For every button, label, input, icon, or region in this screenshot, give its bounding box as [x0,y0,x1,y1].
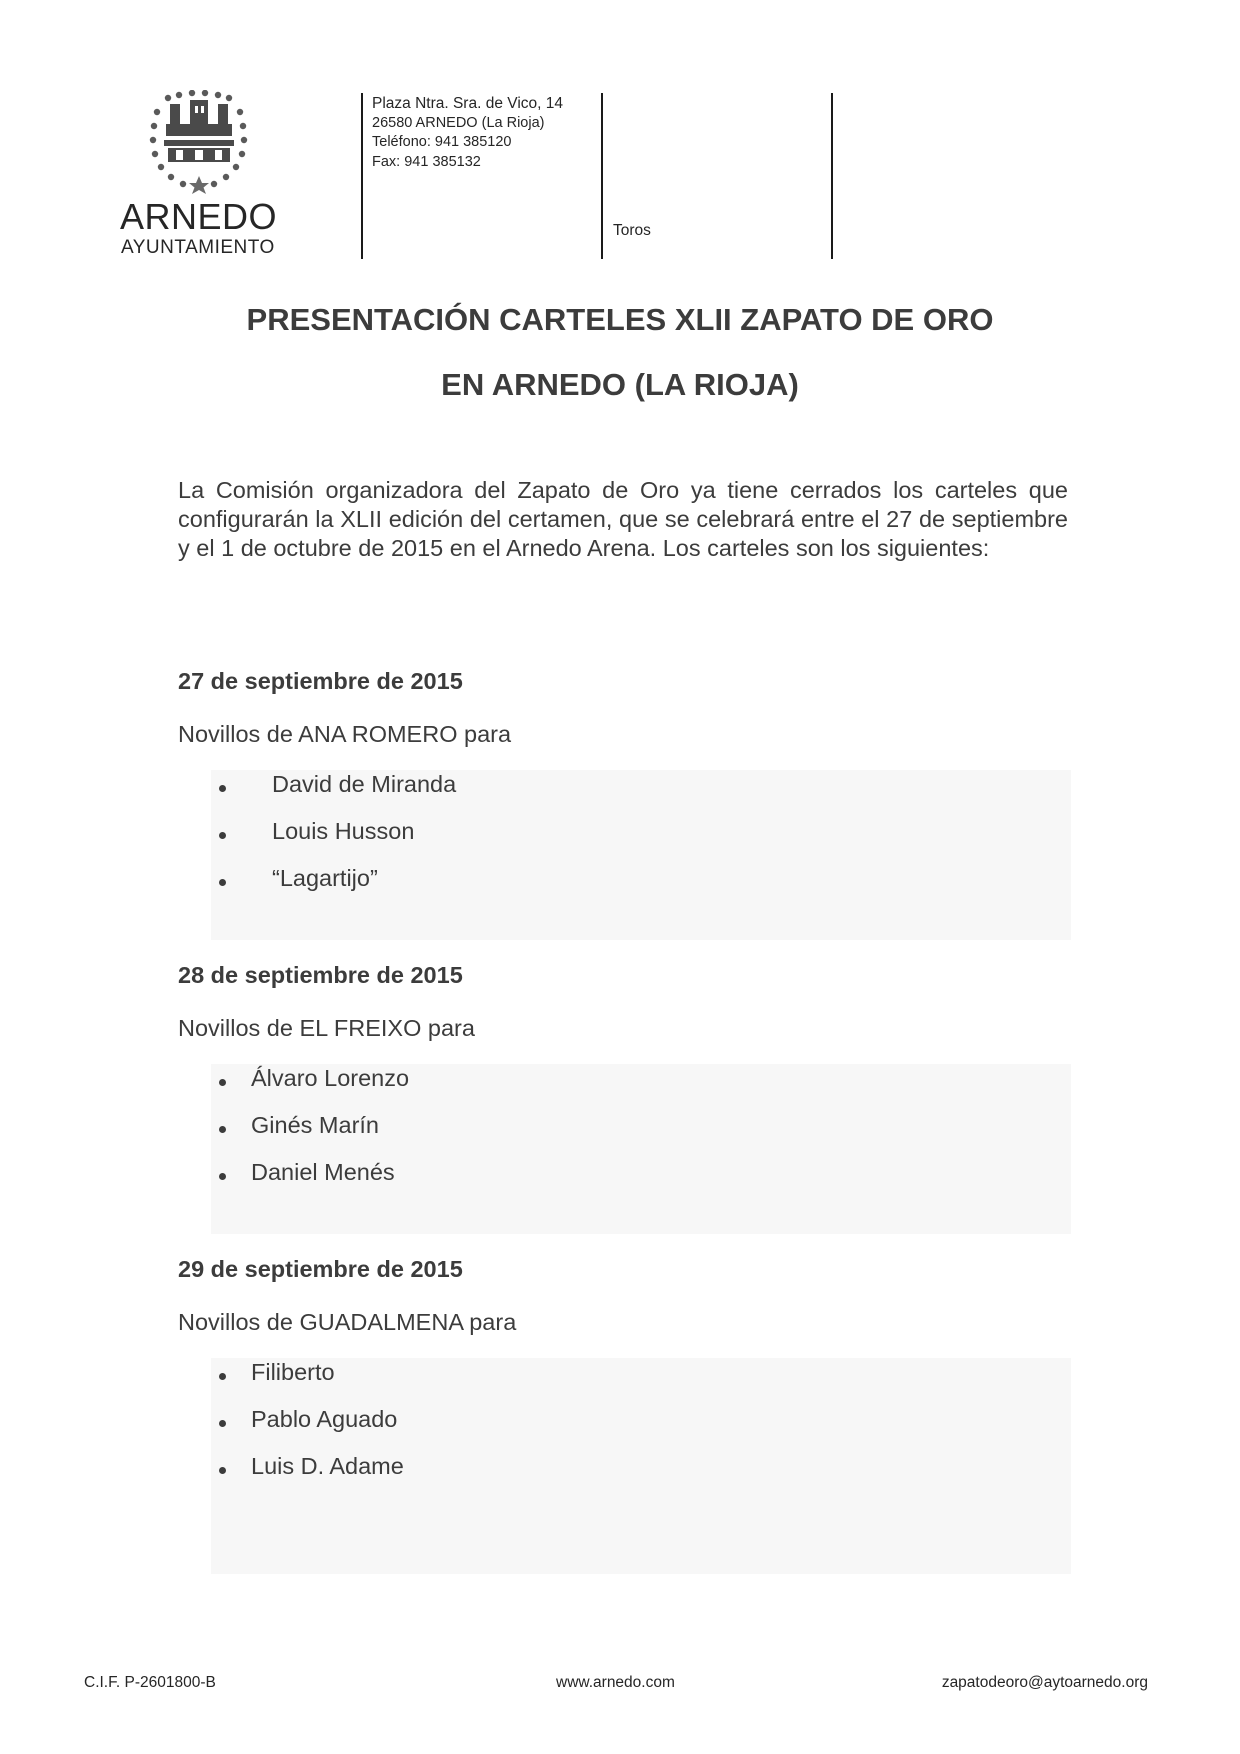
bullet-icon [219,1467,226,1474]
intro-paragraph: La Comisión organizadora del Zapato de Oro ya tiene cerrados los carteles que configurarán la XLII edición del certamen, que se celebrará entre el 27 de septiembre y el 1 de octubre de 2015 en el Arnedo Arena. Los carteles son los siguientes: [178,477,1068,561]
document-title: PRESENTACIÓN CARTELES XLII ZAPATO DE ORO [246,302,994,337]
address-phone: Teléfono: 941 385120 [372,134,512,150]
list-item: Pablo Aguado [251,1406,398,1432]
arnedo-coat-of-arms-logo [148,90,258,196]
bullet-icon [219,1173,226,1180]
header-divider [361,93,363,259]
brand-name: ARNEDO [120,196,278,237]
list-item: Louis Husson [272,818,415,844]
list-item: Daniel Menés [251,1159,395,1185]
brand-subtitle: AYUNTAMIENTO [121,237,275,258]
torero-list [211,1064,1071,1234]
header-divider [831,93,833,259]
day-bulls: Novillos de EL FREIXO para [178,1015,475,1041]
bullet-icon [219,1126,226,1133]
list-item: Ginés Marín [251,1112,379,1138]
header-divider [601,93,603,259]
bullet-icon [219,832,226,839]
list-item: Filiberto [251,1359,335,1385]
torero-list [211,770,1071,940]
list-item: David de Miranda [272,771,457,797]
day-bulls: Novillos de ANA ROMERO para [178,721,512,747]
address-block [372,94,563,172]
bullet-icon [219,1373,226,1380]
list-item: Álvaro Lorenzo [251,1065,410,1091]
department-label: Toros [613,222,651,239]
address-street: Plaza Ntra. Sra. de Vico, 14 [372,95,563,112]
address-fax: Fax: 941 385132 [372,153,481,170]
list-item: “Lagartijo” [272,865,378,891]
footer-website-link[interactable]: www.arnedo.com [556,1674,675,1691]
day-date: 29 de septiembre de 2015 [178,1256,463,1282]
day-date: 28 de septiembre de 2015 [178,962,463,988]
torero-list [211,1358,1071,1574]
footer-cif: C.I.F. P-2601800-B [84,1674,216,1691]
footer-email-link[interactable]: zapatodeoro@aytoarnedo.org [941,1674,1148,1691]
bullet-icon [219,1079,226,1086]
day-bulls: Novillos de GUADALMENA para [178,1309,517,1335]
document-title-line2: EN ARNEDO (LA RIOJA) [441,367,799,402]
bullet-icon [219,1420,226,1427]
address-city: 26580 ARNEDO (La Rioja) [372,114,545,131]
day-date: 27 de septiembre de 2015 [178,668,463,694]
bullet-icon [219,785,226,792]
list-item: Luis D. Adame [251,1453,404,1479]
bullet-icon [219,879,226,886]
